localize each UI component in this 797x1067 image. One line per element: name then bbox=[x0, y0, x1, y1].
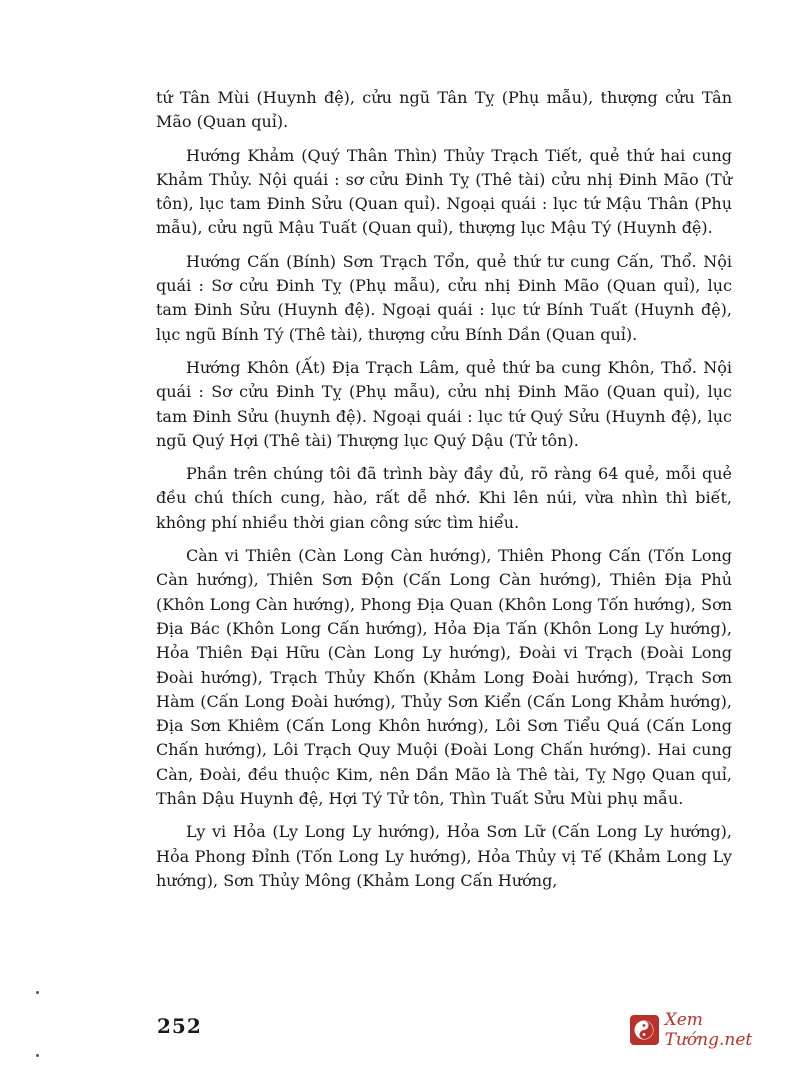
paragraph-huong-can: Hướng Cấn (Bính) Sơn Trạch Tổn, quẻ thứ tư cung Cấn, Thổ. Nội quái : Sơ cửu Đinh Tỵ (Phụ mẫu), cửu nhị Đinh Mão (Quan quỉ), lục tam Đinh Sửu (Huynh đệ). Ngoại quái : lục tứ Bính Tuất (Huynh đệ), lục ngũ Bính Tý (Thê tài), thượng cửu Bính Dần (Quan quỉ). bbox=[156, 251, 732, 344]
paragraph-ly-vi-hoa: Ly vi Hỏa (Ly Long Ly hướng), Hỏa Sơn Lữ (Cấn Long Ly hướng), Hỏa Phong Đỉnh (Tốn Long Ly hướng), Hỏa Thủy vị Tế (Khảm Long Ly hướng), Sơn Thủy Mông (Khảm Long Cấn Hướng, bbox=[156, 822, 732, 890]
watermark-text: Xem Tướng.net bbox=[664, 1010, 753, 1050]
paragraph-huong-khon: Hướng Khôn (Ất) Địa Trạch Lâm, quẻ thứ ba cung Khôn, Thổ. Nội quái : Sơ cửu Đinh Tỵ (Phụ mẫu), cửu nhị Đinh Mão (Quan quỉ), lục tam Đinh Sửu (huynh đệ). Ngoại quái : lục tứ Quý Sửu (Huynh đệ), lục ngũ Quý Hợi (Thê tài) Thượng lục Quý Dậu (Tử tôn). bbox=[156, 357, 732, 450]
paragraph-continuation: tứ Tân Mùi (Huynh đệ), cửu ngũ Tân Tỵ (Phụ mẫu), thượng cửu Tân Mão (Quan quỉ). bbox=[156, 88, 732, 132]
page-text bbox=[156, 86, 732, 902]
paragraph-summary: Phần trên chúng tôi đã trình bày đầy đủ, rõ ràng 64 quẻ, mỗi quẻ đều chú thích cung, hào, rất dễ nhớ. Khi lên núi, vừa nhìn thì biết, không phí nhiều thời gian công sức tìm hiểu. bbox=[156, 464, 732, 532]
paragraph-huong-kham: Hướng Khảm (Quý Thân Thìn) Thủy Trạch Tiết, quẻ thứ hai cung Khảm Thủy. Nội quái : sơ cửu Đinh Tỵ (Thê tài) cửu nhị Đinh Mão (Tử tôn), lục tam Đinh Sửu (Quan quỉ). Ngoại quái : lục tứ Mậu Thân (Phụ mẫu), cửu ngũ Mậu Tuất (Quan quỉ), thượng lục Mậu Tý (Huynh đệ). bbox=[156, 145, 732, 238]
paragraph-can-vi-thien: Càn vi Thiên (Càn Long Càn hướng), Thiên Phong Cấn (Tốn Long Càn hướng), Thiên Sơn Độn (Cấn Long Càn hướng), Thiên Địa Phủ (Khôn Long Càn hướng), Phong Địa Quan (Khôn Long Tốn hướng), Sơn Địa Bác (Khôn Long Cấn hướng), Hỏa Địa Tấn (Khôn Long Ly hướng), Hỏa Thiên Đại Hữu (Càn Long Ly hướng), Đoài vi Trạch (Đoài Long Đoài hướng), Trạch Thủy Khốn (Khảm Long Đoài hướng), Trạch Sơn Hàm (Cấn Long Đoài hướng), Thủy Sơn Kiển (Cấn Long Khảm hướng), Địa Sơn Khiêm (Cấn Long Khôn hướng), Lôi Sơn Tiểu Quá (Cấn Long Chấn hướng), Lôi Trạch Quy Muội (Đoài Long Chấn hướng). Hai cung Càn, Đoài, đều thuộc Kim, nên Dần Mão là Thê tài, Tỵ Ngọ Quan quỉ, Thân Dậu Huynh đệ, Hợi Tý Tử tôn, Thìn Tuất Sửu Mùi phụ mẫu. bbox=[156, 546, 732, 809]
watermark bbox=[630, 1012, 790, 1048]
scan-speck bbox=[36, 991, 39, 994]
yin-yang-icon bbox=[630, 1015, 659, 1045]
page-number: 252 bbox=[157, 1014, 202, 1038]
scan-speck bbox=[36, 1054, 39, 1057]
